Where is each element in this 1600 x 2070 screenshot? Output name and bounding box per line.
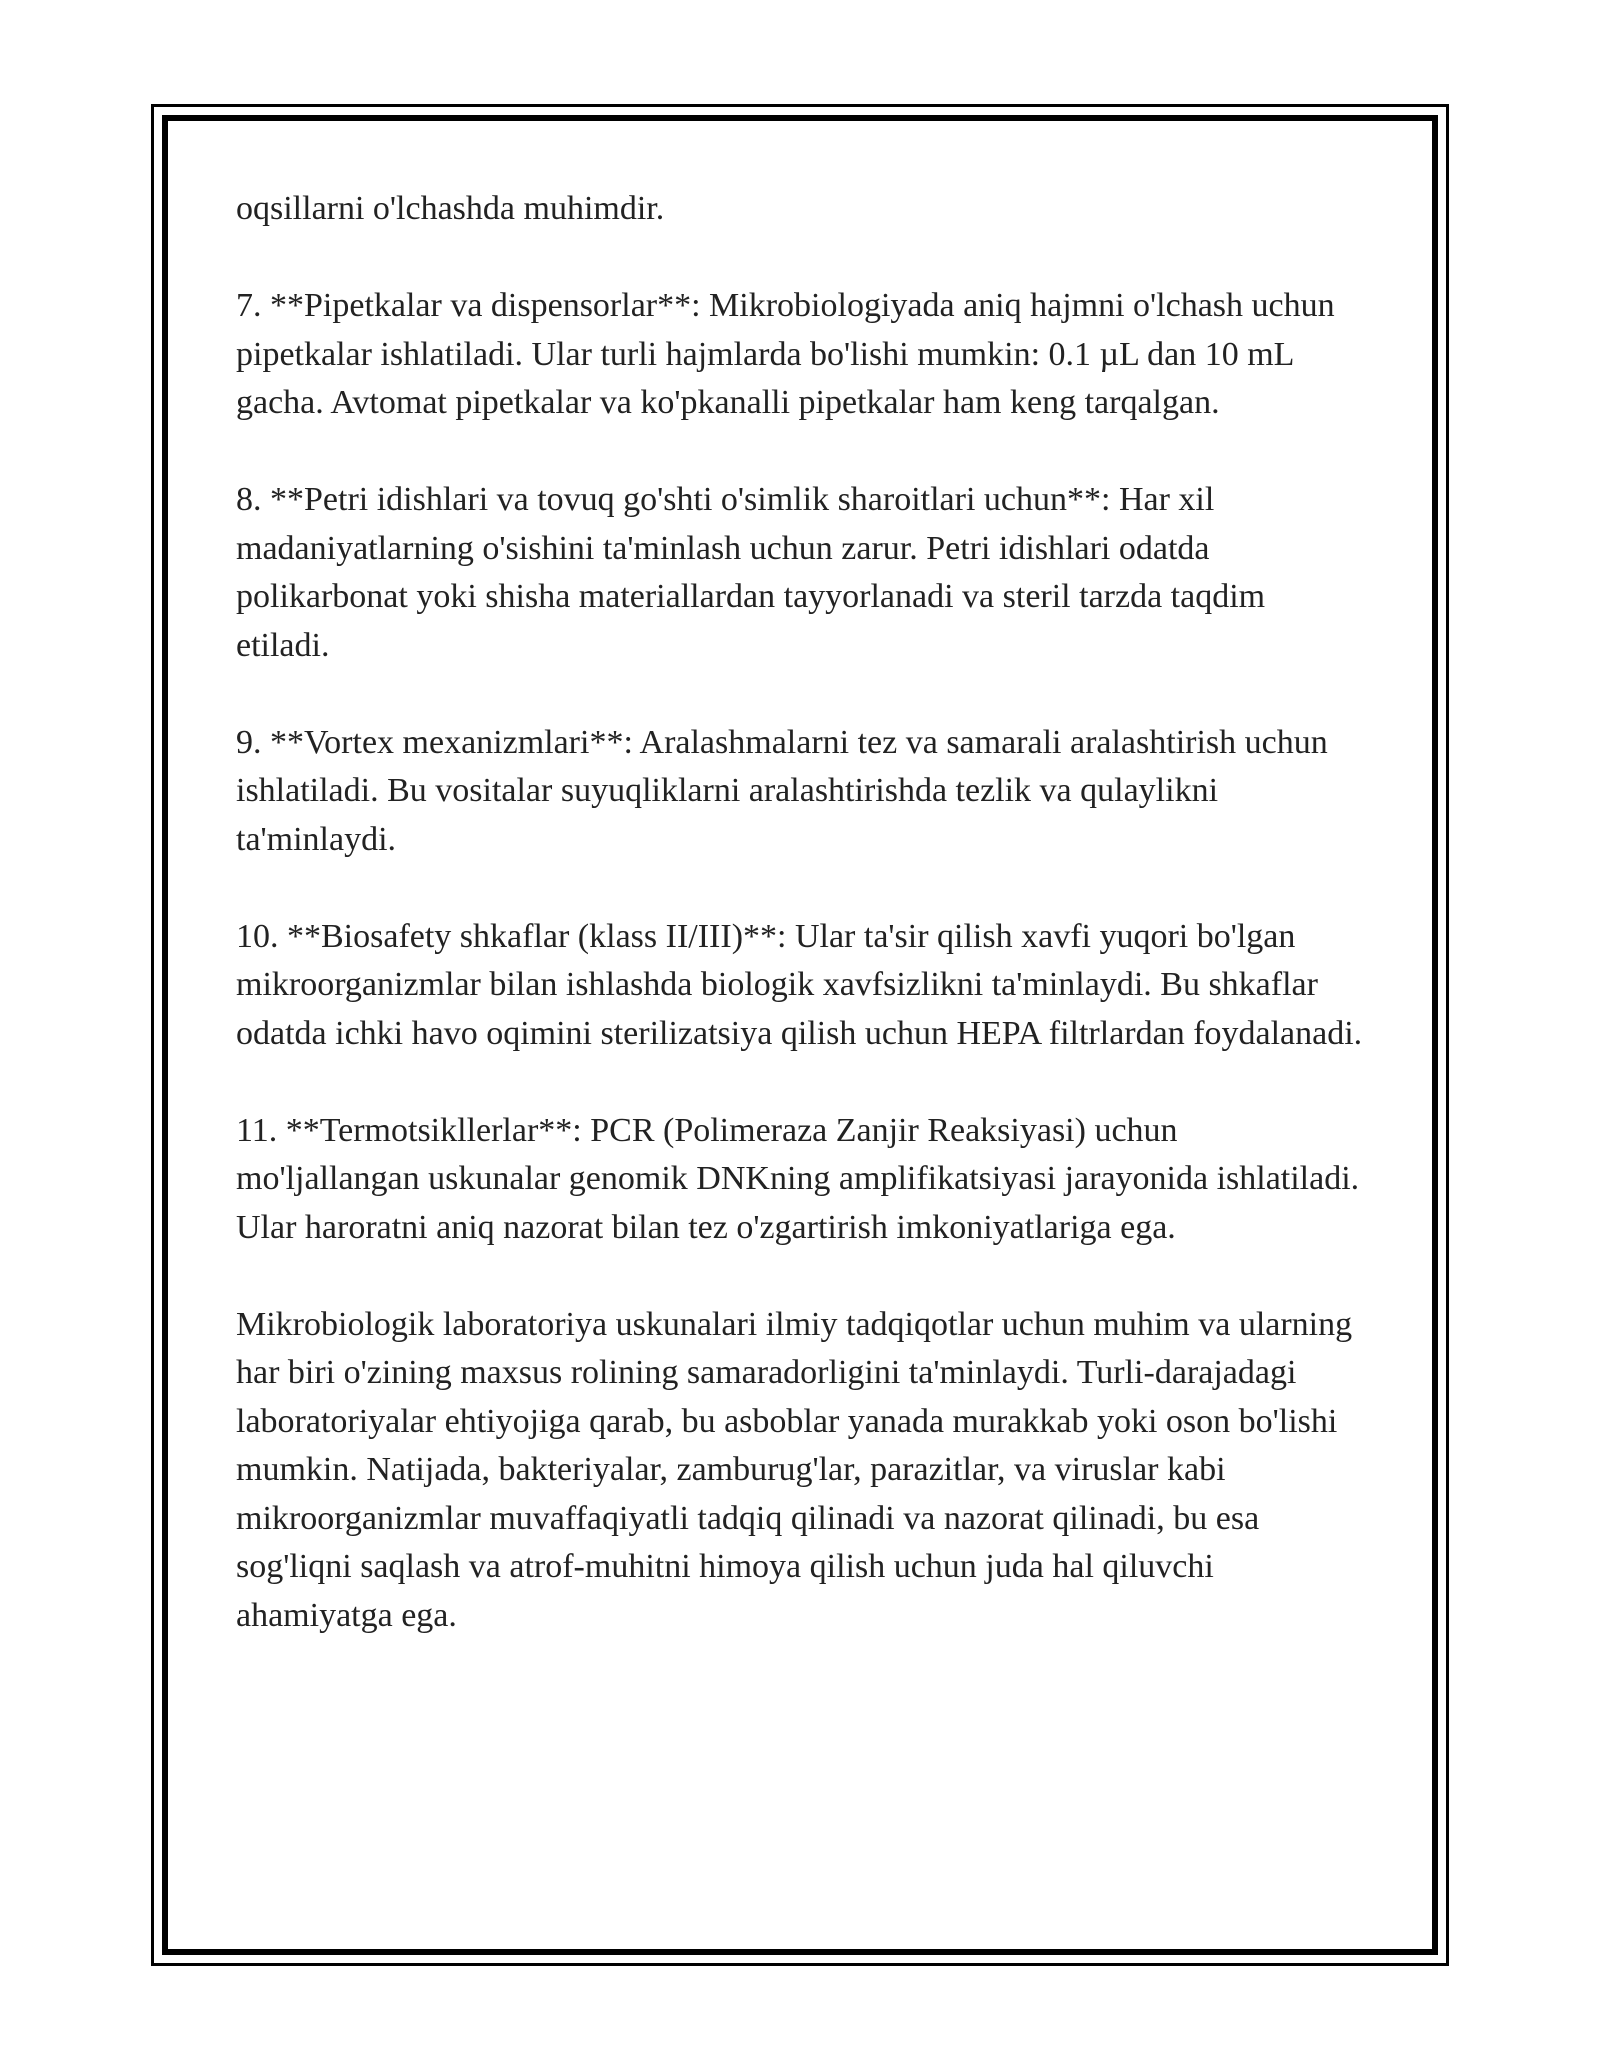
paragraph-item-7: 7. **Pipetkalar va dispensorlar**: Mikrobiologiyada aniq hajmni o'lchash uchun pipetkalar ishlatiladi. Ular turli hajmlarda bo'lishi mumkin: 0.1 µL dan 10 mL gacha. Avtomat pipetkalar va ko'pkanalli pipetkalar ham keng tarqalgan. <box>236 287 1335 421</box>
document-body <box>236 185 1366 1689</box>
paragraph-conclusion: Mikrobiologik laboratoriya uskunalari ilmiy tadqiqotlar uchun muhim va ularning har biri o'zining maxsus rolining samaradorligini ta'minlaydi. Turli-darajadagi laboratoriyalar ehtiyojiga qarab, bu asboblar yanada murakkab yoki oson bo'lishi mumkin. Natijada, bakteriyalar, zamburug'lar, parazitlar, va viruslar kabi mikroorganizmlar muvaffaqiyatli tadqiq qilinadi va nazorat qilinadi, bu esa sog'liqni saqlash va atrof-muhitni himoya qilish uchun juda hal qiluvchi ahamiyatga ega. <box>236 1305 1353 1634</box>
paragraph-item-10: 10. **Biosafety shkaflar (klass II/III)**: Ular ta'sir qilish xavfi yuqori bo'lgan mikroorganizmlar bilan ishlashda biologik xavfsizlikni ta'minlaydi. Bu shkaflar odatda ichki havo oqimini sterilizatsiya qilish uchun HEPA filtrlardan foydalanadi. <box>236 917 1363 1052</box>
paragraph-item-8: 8. **Petri idishlari va tovuq go'shti o'simlik sharoitlari uchun**: Har xil madaniyatlarning o'sishini ta'minlash uchun zarur. Petri idishlari odatda polikarbonat yoki shisha materiallardan tayyorlanadi va steril tarzda taqdim etiladi. <box>236 481 1266 664</box>
paragraph-item-11: 11. **Termotsikllerlar**: PCR (Polimeraza Zanjir Reaksiyasi) uchun mo'ljallangan uskunalar genomik DNKning amplifikatsiyasi jarayonida ishlatiladi. Ular haroratni aniq nazorat bilan tez o'zgartirish imkoniyatlariga ega. <box>236 1111 1360 1246</box>
paragraph-continuation: oqsillarni o'lchashda muhimdir. <box>236 190 665 227</box>
paragraph-item-9: 9. **Vortex mexanizmlari**: Aralashmalarni tez va samarali aralashtirish uchun ishlatiladi. Bu vositalar suyuqliklarni aralashtirishda tezlik va qulaylikni ta'minlaydi. <box>236 723 1328 858</box>
